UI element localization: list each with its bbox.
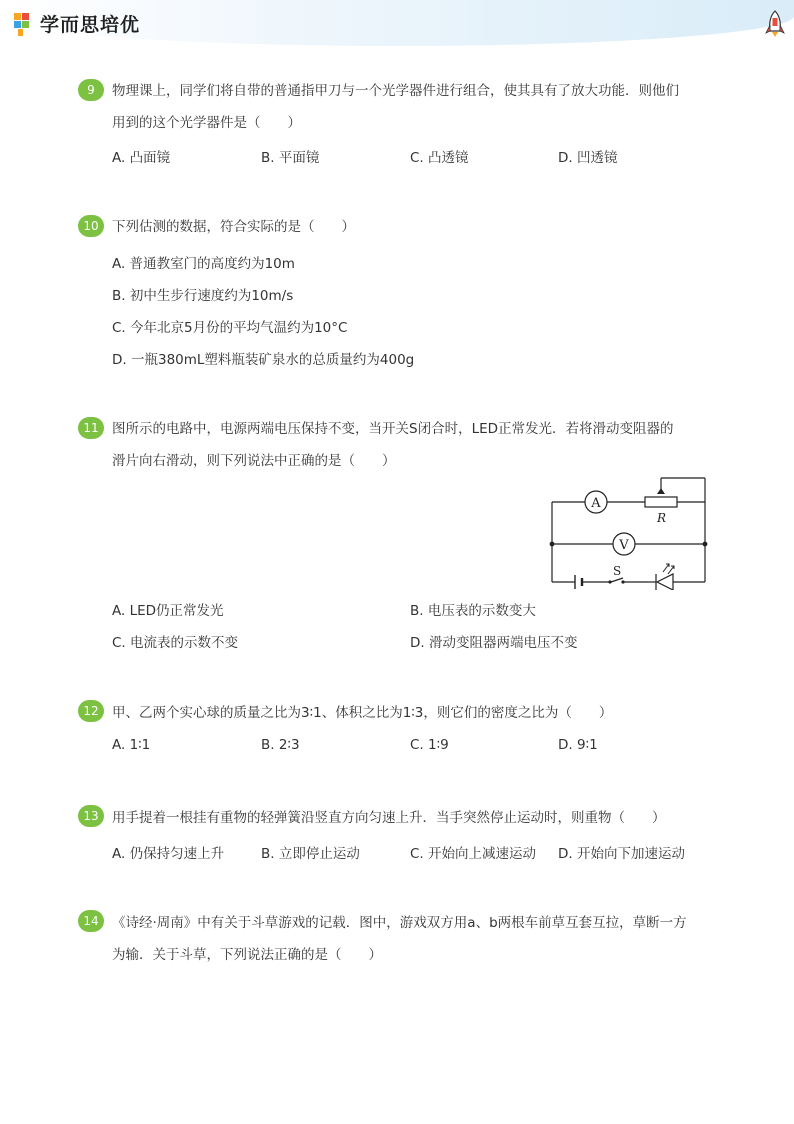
switch-contact xyxy=(608,580,611,583)
option-c[interactable]: C. 开始向上减速运动 xyxy=(410,846,537,862)
question-stem-line-1: 下列估测的数据，符合实际的是（ ） xyxy=(112,219,355,235)
option-b[interactable]: B. 2∶3 xyxy=(261,737,300,753)
question-stem-line-1: 《诗经·周南》中有关于斗草游戏的记载．图中，游戏双方用a、b两根车前草互套互拉，草断一方 xyxy=(112,915,687,931)
question-stem-line-2: 用到的这个光学器件是（ ） xyxy=(112,115,301,131)
option-c[interactable]: C. 凸透镜 xyxy=(410,150,469,166)
resistor-symbol xyxy=(645,497,677,507)
option-b[interactable]: B. 平面镜 xyxy=(261,150,320,166)
option-b[interactable]: B. 初中生步行速度约为10m/s xyxy=(112,288,294,304)
question-stem-line-1: 图所示的电路中，电源两端电压保持不变，当开关S闭合时，LED正常发光．若将滑动变阻器的 xyxy=(112,421,674,437)
option-b[interactable]: B. 电压表的示数变大 xyxy=(410,603,536,619)
slider-arrow xyxy=(657,488,665,494)
junction-dot xyxy=(703,542,708,547)
option-a[interactable]: A. 仍保持匀速上升 xyxy=(112,846,225,862)
option-c[interactable]: C. 电流表的示数不变 xyxy=(112,635,239,651)
option-a[interactable]: A. 普通教室门的高度约为10m xyxy=(112,256,295,272)
brand-name: 学而思培优 xyxy=(40,14,141,36)
question-stem-line-2: 滑片向右滑动，则下列说法中正确的是（ ） xyxy=(112,453,396,469)
switch-contact xyxy=(621,580,624,583)
option-d[interactable]: D. 9∶1 xyxy=(558,737,598,753)
option-d[interactable]: D. 滑动变阻器两端电压不变 xyxy=(410,635,578,651)
brand-logo-mark xyxy=(14,11,36,37)
question-number-badge: 9 xyxy=(78,79,104,101)
question-stem-line-1: 物理课上，同学们将自带的普通指甲刀与一个光学器件进行组合，使其具有了放大功能．则他们 xyxy=(112,83,679,99)
resistor-label: R xyxy=(657,511,667,525)
option-a[interactable]: A. 1∶1 xyxy=(112,737,151,753)
question-stem-line-1: 甲、乙两个实心球的质量之比为3∶1、体积之比为1∶3，则它们的密度之比为（ ） xyxy=(112,705,613,721)
question-number-badge: 11 xyxy=(78,417,104,439)
led-light-arrows xyxy=(663,564,674,574)
circuit-diagram xyxy=(545,474,715,590)
option-a[interactable]: A. 凸面镜 xyxy=(112,150,171,166)
question-stem-line-2: 为输．关于斗草，下列说法正确的是（ ） xyxy=(112,947,382,963)
rocket-icon xyxy=(764,10,786,38)
junction-dot xyxy=(550,542,555,547)
question-stem-line-1: 用手提着一根挂有重物的轻弹簧沿竖直方向匀速上升．当手突然停止运动时，则重物（ ） xyxy=(112,810,666,826)
question-number-badge: 12 xyxy=(78,700,104,722)
page-header xyxy=(0,0,794,46)
question-number-badge: 14 xyxy=(78,910,104,932)
brand-logo xyxy=(14,10,140,37)
ammeter-label: A xyxy=(591,496,601,511)
option-d[interactable]: D. 开始向下加速运动 xyxy=(558,846,685,862)
option-d[interactable]: D. 一瓶380mL塑料瓶装矿泉水的总质量约为400g xyxy=(112,352,415,368)
option-a[interactable]: A. LED仍正常发光 xyxy=(112,603,224,619)
switch-label: S xyxy=(613,564,622,578)
option-b[interactable]: B. 立即停止运动 xyxy=(261,846,360,862)
question-number-badge: 10 xyxy=(78,215,104,237)
option-c[interactable]: C. 今年北京5月份的平均气温约为10°C xyxy=(112,320,348,336)
question-number-badge: 13 xyxy=(78,805,104,827)
option-c[interactable]: C. 1∶9 xyxy=(410,737,449,753)
voltmeter-label: V xyxy=(619,538,629,553)
led-symbol xyxy=(657,574,673,590)
option-d[interactable]: D. 凹透镜 xyxy=(558,150,618,166)
